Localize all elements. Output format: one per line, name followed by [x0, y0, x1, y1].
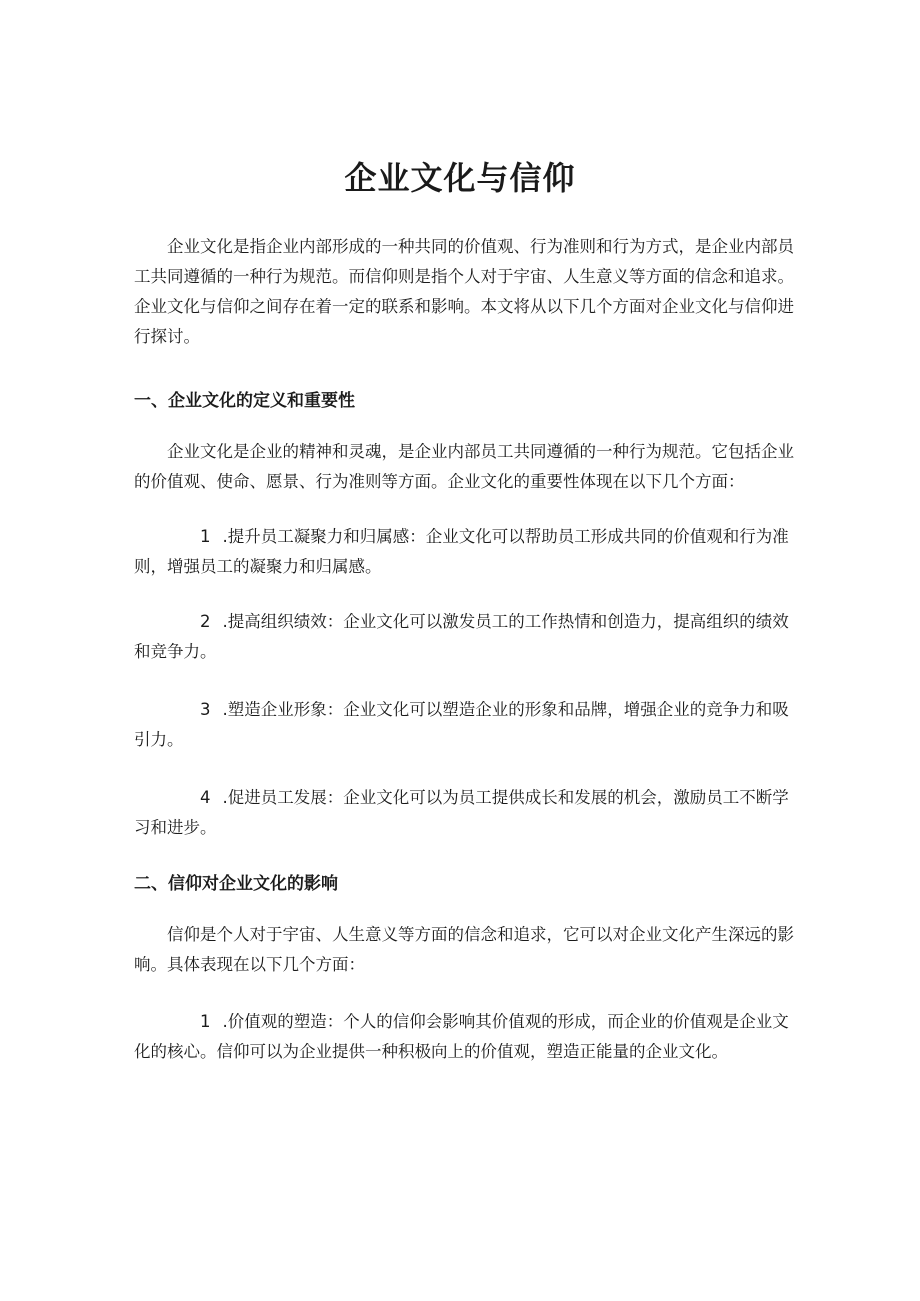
list-item-text: .促进员工发展：企业文化可以为员工提供成长和发展的机会，激励员工不断学习和进步。 — [134, 788, 789, 837]
list-item-text: .塑造企业形象：企业文化可以塑造企业的形象和品牌，增强企业的竞争力和吸引力。 — [134, 700, 789, 749]
list-item-number: 1 — [200, 527, 211, 546]
list-item-number: 2 — [200, 612, 211, 631]
list-item-number: 3 — [200, 700, 211, 719]
section-2-paragraph: 信仰是个人对于宇宙、人生意义等方面的信念和追求，它可以对企业文化产生深远的影响。具体表现在以下几个方面： — [134, 925, 794, 974]
document-title: 企业文化与信仰 — [344, 159, 576, 197]
list-item-text: .提升员工凝聚力和归属感：企业文化可以帮助员工形成共同的价值观和行为准则，增强员工的凝聚力和归属感。 — [134, 527, 789, 576]
list-item-number: 1 — [200, 1012, 211, 1031]
list-item — [134, 783, 798, 843]
section-2-heading: 二、信仰对企业文化的影响 — [134, 874, 338, 894]
list-item — [134, 607, 798, 667]
list-item-text: .价值观的塑造：个人的信仰会影响其价值观的形成，而企业的价值观是企业文化的核心。信仰可以为企业提供一种积极向上的价值观，塑造正能量的企业文化。 — [134, 1012, 789, 1061]
list-item — [134, 1007, 798, 1067]
list-item-text: .提高组织绩效：企业文化可以激发员工的工作热情和创造力，提高组织的绩效和竞争力。 — [134, 612, 789, 661]
list-item-number: 4 — [200, 788, 211, 807]
list-item — [134, 522, 798, 582]
section-1-heading: 一、企业文化的定义和重要性 — [134, 391, 355, 411]
section-1-paragraph: 企业文化是企业的精神和灵魂，是企业内部员工共同遵循的一种行为规范。它包括企业的价值观、使命、愿景、行为准则等方面。企业文化的重要性体现在以下几个方面： — [134, 442, 794, 491]
intro-paragraph: 企业文化是指企业内部形成的一种共同的价值观、行为准则和行为方式，是企业内部员工共同遵循的一种行为规范。而信仰则是指个人对于宇宙、人生意义等方面的信念和追求。企业文化与信仰之间存在着一定的联系和影响。本文将从以下几个方面对企业文化与信仰进行探讨。 — [134, 237, 794, 346]
list-item — [134, 695, 798, 755]
